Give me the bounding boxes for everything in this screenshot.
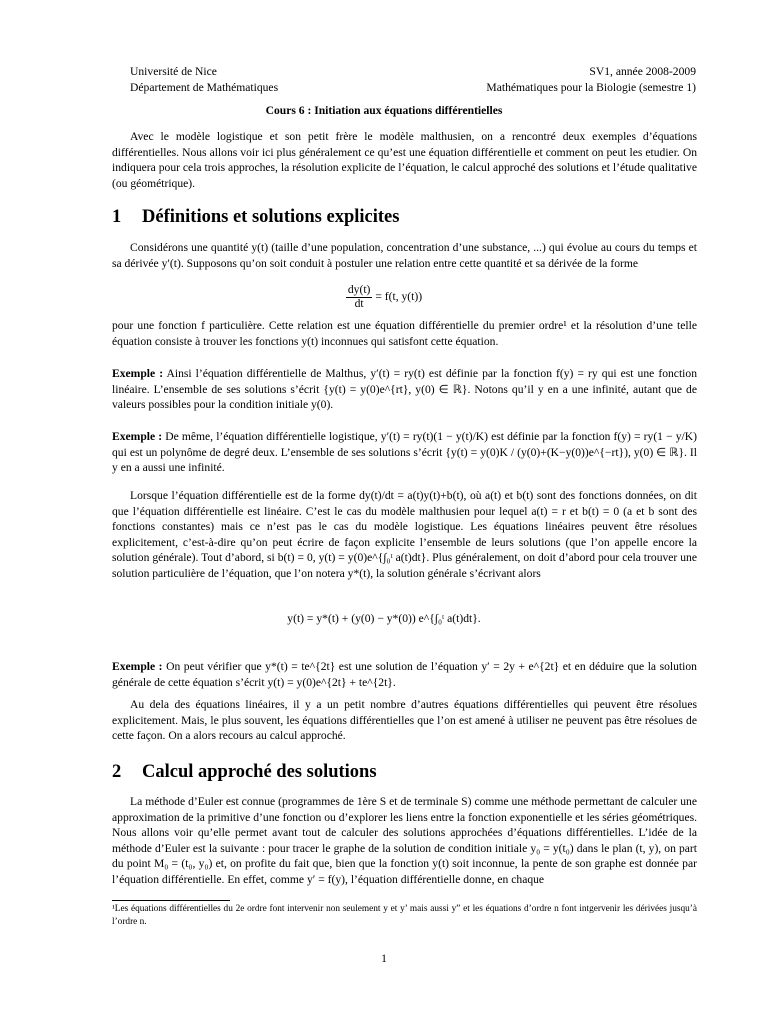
- section-1-title: Définitions et solutions explicites: [142, 207, 400, 227]
- eq1-numerator: dy(t): [347, 283, 371, 296]
- section-2-heading: [112, 762, 377, 783]
- section-1-number: 1: [112, 207, 122, 227]
- footnote: ¹Les équations différentielles du 2e ordre font intervenir non seulement y et y’ mais aussi y” et les équations d’ordre n font intgervenir les dérivées jusqu’à l’ordre n.: [112, 904, 697, 927]
- course-title: Cours 6 : Initiation aux équations différentielles: [265, 104, 503, 117]
- footnote-rule: [112, 900, 230, 901]
- class-year: SV1, année 2008-2009: [589, 65, 696, 78]
- example-2: [112, 429, 697, 476]
- example-3: [112, 659, 697, 690]
- example-2-label: Exemple :: [112, 430, 163, 443]
- page-number: 1: [381, 952, 387, 965]
- section-1-heading: [112, 207, 399, 228]
- example-3-text: On peut vérifier que y*(t) = te^{2t} est une solution de l’équation y′ = 2y + e^{2t} et en déduire que la solution générale de cette équation s’écrit y(t) = y(0)e^{2t} + te^{2t}.: [112, 660, 697, 689]
- section-2-title: Calcul approché des solutions: [142, 762, 377, 782]
- example-1: [112, 366, 697, 413]
- eq1-rhs: = f(t, y(t)): [375, 289, 423, 303]
- section-1-p3: Lorsque l’équation différentielle est de la forme dy(t)/dt = a(t)y(t)+b(t), où a(t) et b(t) sont des fonctions données, on dit que l’équation différentielle est linéaire. C’est le cas du modèle malthusien pour lequel a(t) = r et b(t) = 0 (a et b sont des fonctions constantes) mais ce n’est pas le cas du modèle logistique. Les équations linéaires peuvent être résolues explicitement, c’est-à-dire qu’on peut écrire de façon explicite l’ensemble de leurs solutions (que l’on appelle encore la solution générale). Tout d’abord, si b(t) = 0, y(t) = y(0)e^{∫₀ᵗ a(t)dt}. Plus généralement, on doit d’abord pour cela trouver une solution particulière de l’équation, que l’on notera y*(t), la solution générale s’écrivant alors: [112, 489, 697, 580]
- header-right: [486, 64, 696, 95]
- section-1-p1: Considérons une quantité y(t) (taille d’une population, concentration d’une substance, ...) qui évolue au cours du temps et sa dérivée y′(t). Supposons qu’on soit conduit à postuler une relation entre cette quantité et sa dérivée de la forme: [112, 241, 697, 270]
- course-name: Mathématiques pour la Biologie (semestre 1): [486, 80, 696, 94]
- example-2-text: De même, l’équation différentielle logistique, y′(t) = ry(t)(1 − y(t)/K) est définie par la fonction f(y) = ry(1 − y/K) qui est un polynôme de degré deux. L’ensemble de ses solutions s’écrit {y(t) = y(0)K / (y(0)+(K−y(0))e^{−rt}), y(0) ∈ ℝ}. Il y en a aussi une infinité.: [112, 430, 697, 475]
- equation-1: [0, 284, 768, 311]
- department: Département de Mathématiques: [130, 80, 279, 94]
- university: Université de Nice: [130, 65, 217, 78]
- example-1-text: Ainsi l’équation différentielle de Malthus, y′(t) = ry(t) est définie par la fonction f(y) = ry qui est une fonction linéaire. L’ensemble de ses solutions s’écrit {y(t) = y(0)e^{rt}, y(0) ∈ ℝ}. Notons qu’il y en a une infinité, autant que de valeurs possibles pour la condition initiale y(0).: [112, 367, 697, 412]
- section-2-number: 2: [112, 762, 122, 782]
- section-2-p1: La méthode d’Euler est connue (programmes de 1ère S et de terminale S) comme une méthode permettant de calculer une approximation de la primitive d’une fonction ou d’explorer les liens entre la fonction exponentielle et les séries géométriques. Nous allons voir qu’elle permet avant tout de calculer des solutions approchées d’équations différentielles. L’idée de la méthode d’Euler est la suivante : pour tracer le graphe de la solution de condition initiale y₀ = y(t₀) dans le plan (t, y), on part du point M₀ = (t₀, y₀) et, on profite du fait que, bien que la fonction y(t) soit inconnue, la pente de son graphe est donnée par l’équation différentielle. En effet, comme y′ = f(y), l’équation différentielle donne, en chaque: [112, 795, 697, 886]
- section-1-p4: Au dela des équations linéaires, il y a un petit nombre d’autres équations différentielles qui peuvent être résolues explicitement. Mais, le plus souvent, les équations différentielles que l’on est amené à utiliser ne peuvent pas être résolues de cette façon. On a alors recours au calcul approché.: [112, 698, 697, 743]
- equation-2: y(t) = y*(t) + (y(0) − y*(0)) e^{∫₀ᵗ a(t)dt}.: [287, 612, 481, 625]
- example-3-label: Exemple :: [112, 660, 163, 673]
- example-1-label: Exemple :: [112, 367, 164, 380]
- section-1-p2: pour une fonction f particulière. Cette relation est une équation différentielle du premier ordre¹ et la résolution d’une telle équation consiste à trouver les fonctions y(t) inconnues qui satisfont cette équation.: [112, 319, 697, 348]
- header-left: [130, 64, 278, 95]
- eq1-denominator: dt: [354, 296, 364, 310]
- intro-paragraph: Avec le modèle logistique et son petit frère le modèle malthusien, on a rencontré deux exemples d’équations différentielles. Nous allons voir ici plus généralement ce qu’est une équation différentielle et comment on peut les etudier. On indiquera pour cela trois approches, la résolution explicite de l’équation, le calcul approché des solutions et l’étude qualitative (ou géométrique).: [112, 130, 697, 190]
